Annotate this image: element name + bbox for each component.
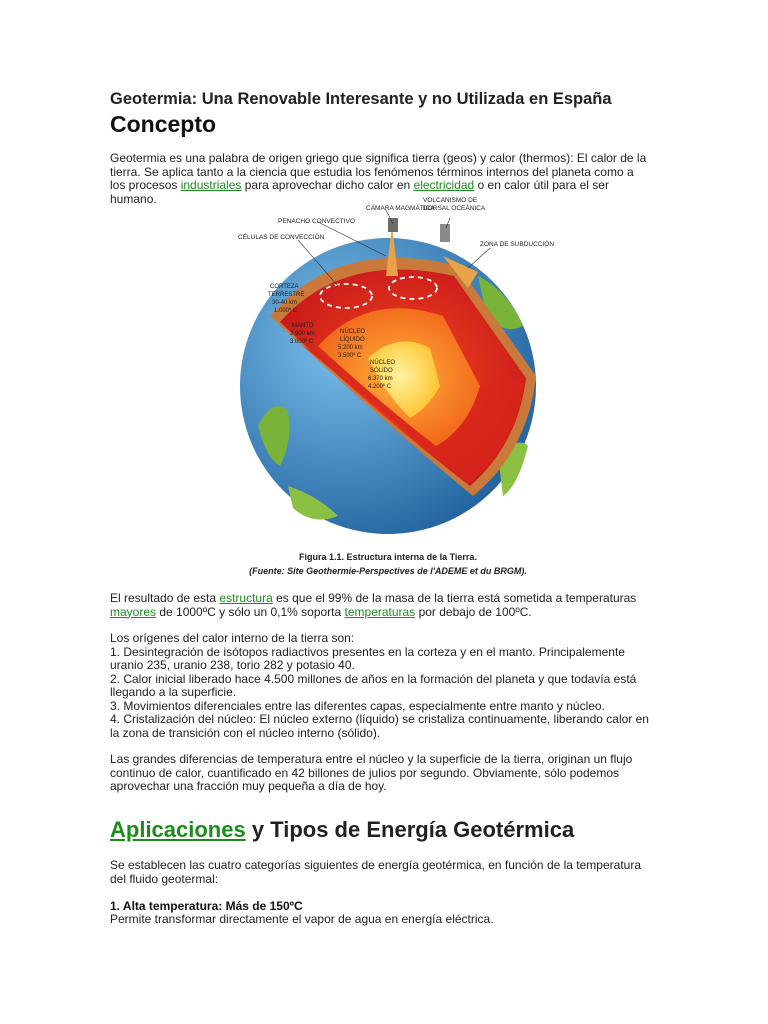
resultado-text-1: El resultado de esta bbox=[110, 591, 220, 605]
alta-temperatura-title: 1. Alta temperatura: Más de 150ºC bbox=[110, 899, 303, 913]
label-corteza-3: 30-40 km bbox=[272, 300, 298, 306]
origenes-intro: Los orígenes del calor interno de la tierra son: bbox=[110, 631, 355, 645]
label-volcanismo-1: VOLCANISMO DE bbox=[423, 197, 478, 204]
origen-item: 1. Desintegración de isótopos radiactivos presentes en la corteza y en el manto. Principalemente uranio 235, uranio 238, torio 282 y potasio 40. bbox=[110, 644, 625, 672]
volcano-smoke bbox=[440, 224, 450, 242]
label-manto-2: 2.900 km bbox=[290, 331, 315, 337]
aplicaciones-link[interactable]: Aplicaciones bbox=[110, 817, 246, 842]
estructura-link[interactable]: estructura bbox=[219, 591, 273, 605]
figure-source: (Fuente: Site Geothermie-Perspectives de l'ADEME et du BRGM). bbox=[249, 566, 527, 576]
intro-text-2: para aprovechar dicho calor en bbox=[241, 178, 414, 192]
label-solido-2: SÓLIDO bbox=[370, 368, 393, 374]
diferencias-paragraph: Las grandes diferencias de temperatura entre el núcleo y la superficie de la tierra, originan un flujo continuo de calor, cuantificado en 42 billones de julios por segundo. Obviamente, sólo podemos aprovechar una fracción muy pequeña a día de hoy. bbox=[110, 752, 633, 793]
label-manto-1: MANTO bbox=[292, 323, 314, 329]
label-solido-3: 6.370 km bbox=[368, 376, 393, 382]
mayores-link[interactable]: mayores bbox=[110, 604, 157, 619]
label-solido-1: NÚCLEO bbox=[370, 360, 396, 366]
electricidad-link[interactable]: electricidad bbox=[413, 178, 475, 192]
label-liquido-2: LÍQUIDO bbox=[340, 337, 365, 343]
resultado-text-4: por debajo de 100ºC. bbox=[415, 604, 532, 619]
origen-item: 2. Calor inicial liberado hace 4.500 millones de años en la formación del planeta y que todavía está llegando a la superficie. bbox=[110, 671, 637, 699]
industriales-link[interactable]: industriales bbox=[180, 178, 242, 192]
label-volcanismo-2: DORSAL OCEÁNICA bbox=[423, 205, 486, 212]
label-corteza-1: CORTEZA bbox=[270, 284, 299, 290]
label-subduccion: ZONA DE SUBDUCCIÓN bbox=[480, 241, 555, 248]
label-liquido-4: 3.500º C bbox=[338, 353, 362, 359]
concepto-heading: Concepto bbox=[110, 111, 217, 137]
document-title: Geotermia: Una Renovable Interesante y no Utilizada en España bbox=[110, 90, 612, 108]
earth-structure-figure bbox=[218, 196, 558, 580]
aplicaciones-heading bbox=[110, 817, 574, 843]
label-celulas: CÉLULAS DE CONVECCIÓN bbox=[238, 234, 325, 241]
label-liquido-3: 5.200 km bbox=[338, 345, 363, 351]
volcano-smoke bbox=[388, 218, 398, 232]
label-penacho: PENACHO CONVECTIVO bbox=[278, 218, 355, 225]
label-corteza-2: TERRESTRE bbox=[268, 292, 305, 298]
intro-text-1: Geotermia es una palabra de origen griego que significa tierra (geos) y calor (thermos): El calor de la tierra. Se aplica tanto a la ciencia que estudia los fenómenos términos internos del planeta como a los procesos bbox=[110, 151, 647, 192]
label-solido-4: 4.200º C bbox=[368, 384, 392, 390]
categorias-paragraph: Se establecen las cuatro categorías siguientes de energía geotérmica, en función de la temperatura del fluido geotermal: bbox=[110, 858, 641, 886]
earth-diagram bbox=[218, 196, 558, 548]
label-corteza-4: 1.000º C bbox=[274, 308, 298, 314]
origen-item: 3. Movimientos diferenciales entre las diferentes capas, especialmente entre manto y núcleo. bbox=[110, 698, 605, 713]
resultado-text-3: de 1000ºC y sólo un 0,1% soporta bbox=[156, 604, 345, 619]
aplicaciones-heading-rest: y Tipos de Energía Geotérmica bbox=[245, 817, 575, 842]
resultado-text-2: es que el 99% de la masa de la tierra está sometida a temperaturas bbox=[272, 591, 637, 605]
resultado-paragraph bbox=[110, 592, 650, 619]
figure-caption: Figura 1.1. Estructura interna de la Tierra. bbox=[299, 552, 477, 562]
temperaturas-link[interactable]: temperaturas bbox=[344, 604, 416, 619]
intro-text-3: o en calor útil para el ser humano. bbox=[110, 178, 609, 206]
alta-temperatura-desc: Permite transformar directamente el vapor de agua en energía eléctrica. bbox=[110, 912, 494, 926]
label-camara: CÁMARA MAGMÁTICA bbox=[366, 205, 435, 212]
label-manto-3: 3.000º C bbox=[290, 339, 314, 345]
label-liquido-1: NÚCLEO bbox=[340, 329, 366, 335]
origenes-list bbox=[110, 632, 650, 740]
origen-item: 4. Cristalización del núcleo: El núcleo externo (líquido) se cristaliza continuamente, liberando calor en la zona de transición con el núcleo interno (sólido). bbox=[110, 712, 649, 740]
